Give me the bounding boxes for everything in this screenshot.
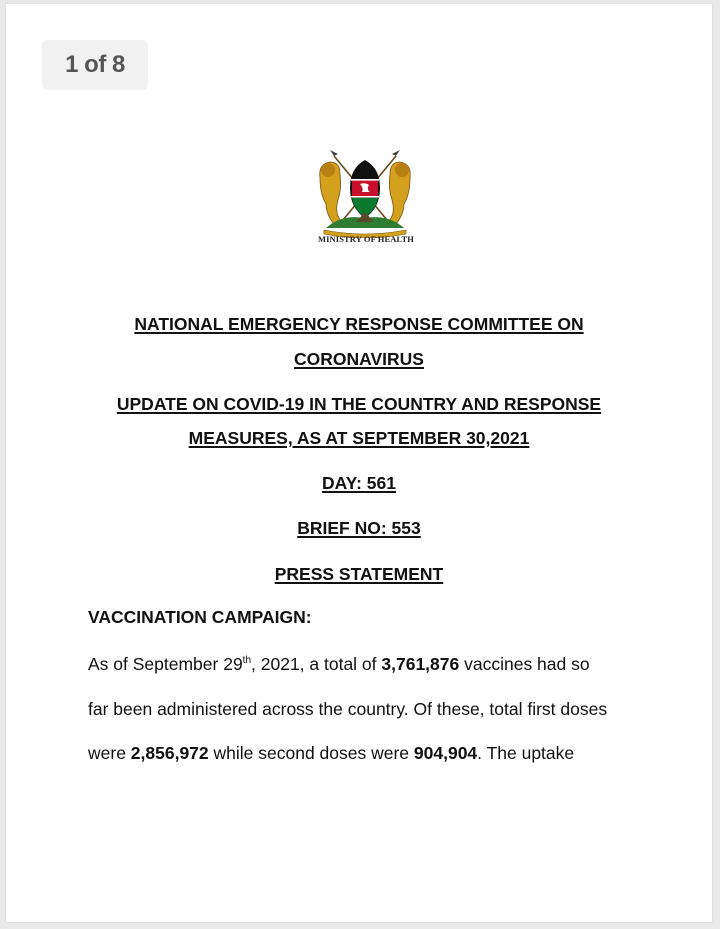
document-page [6,4,712,922]
text-span: were [88,743,131,763]
text-span: vaccines had so [459,654,590,674]
coat-of-arms-icon [312,148,418,238]
brief-heading: BRIEF NO: 553 [297,518,421,538]
title-line-2: CORONAVIRUS [294,349,424,369]
text-span: , 2021, a total of [251,654,382,674]
superscript: th [242,655,252,667]
text-span: As of September 29 [88,654,243,674]
text-span: while second doses were [208,743,414,763]
second-doses-value: 904,904 [413,743,478,763]
text-span: . The uptake [477,743,575,763]
page-counter: 1 of 8 [42,40,148,90]
section-heading: VACCINATION CAMPAIGN: [88,607,312,627]
total-vaccines-value: 3,761,876 [381,654,460,674]
paragraph-line-3 [88,743,574,764]
title-line-1: NATIONAL EMERGENCY RESPONSE COMMITTEE ON [134,314,584,334]
title-line-3: UPDATE ON COVID-19 IN THE COUNTRY AND RESPONSE [116,394,602,414]
day-heading: DAY: 561 [322,473,396,493]
title-line-4: MEASURES, AS AT SEPTEMBER 30,2021 [188,428,530,448]
paragraph-line-2: far been administered across the country. Of these, total first doses [88,699,608,719]
paragraph-line-1 [88,654,590,675]
first-doses-value: 2,856,972 [130,743,209,763]
press-statement-heading: PRESS STATEMENT [274,564,444,584]
ministry-label: MINISTRY OF HEALTH [318,234,414,244]
